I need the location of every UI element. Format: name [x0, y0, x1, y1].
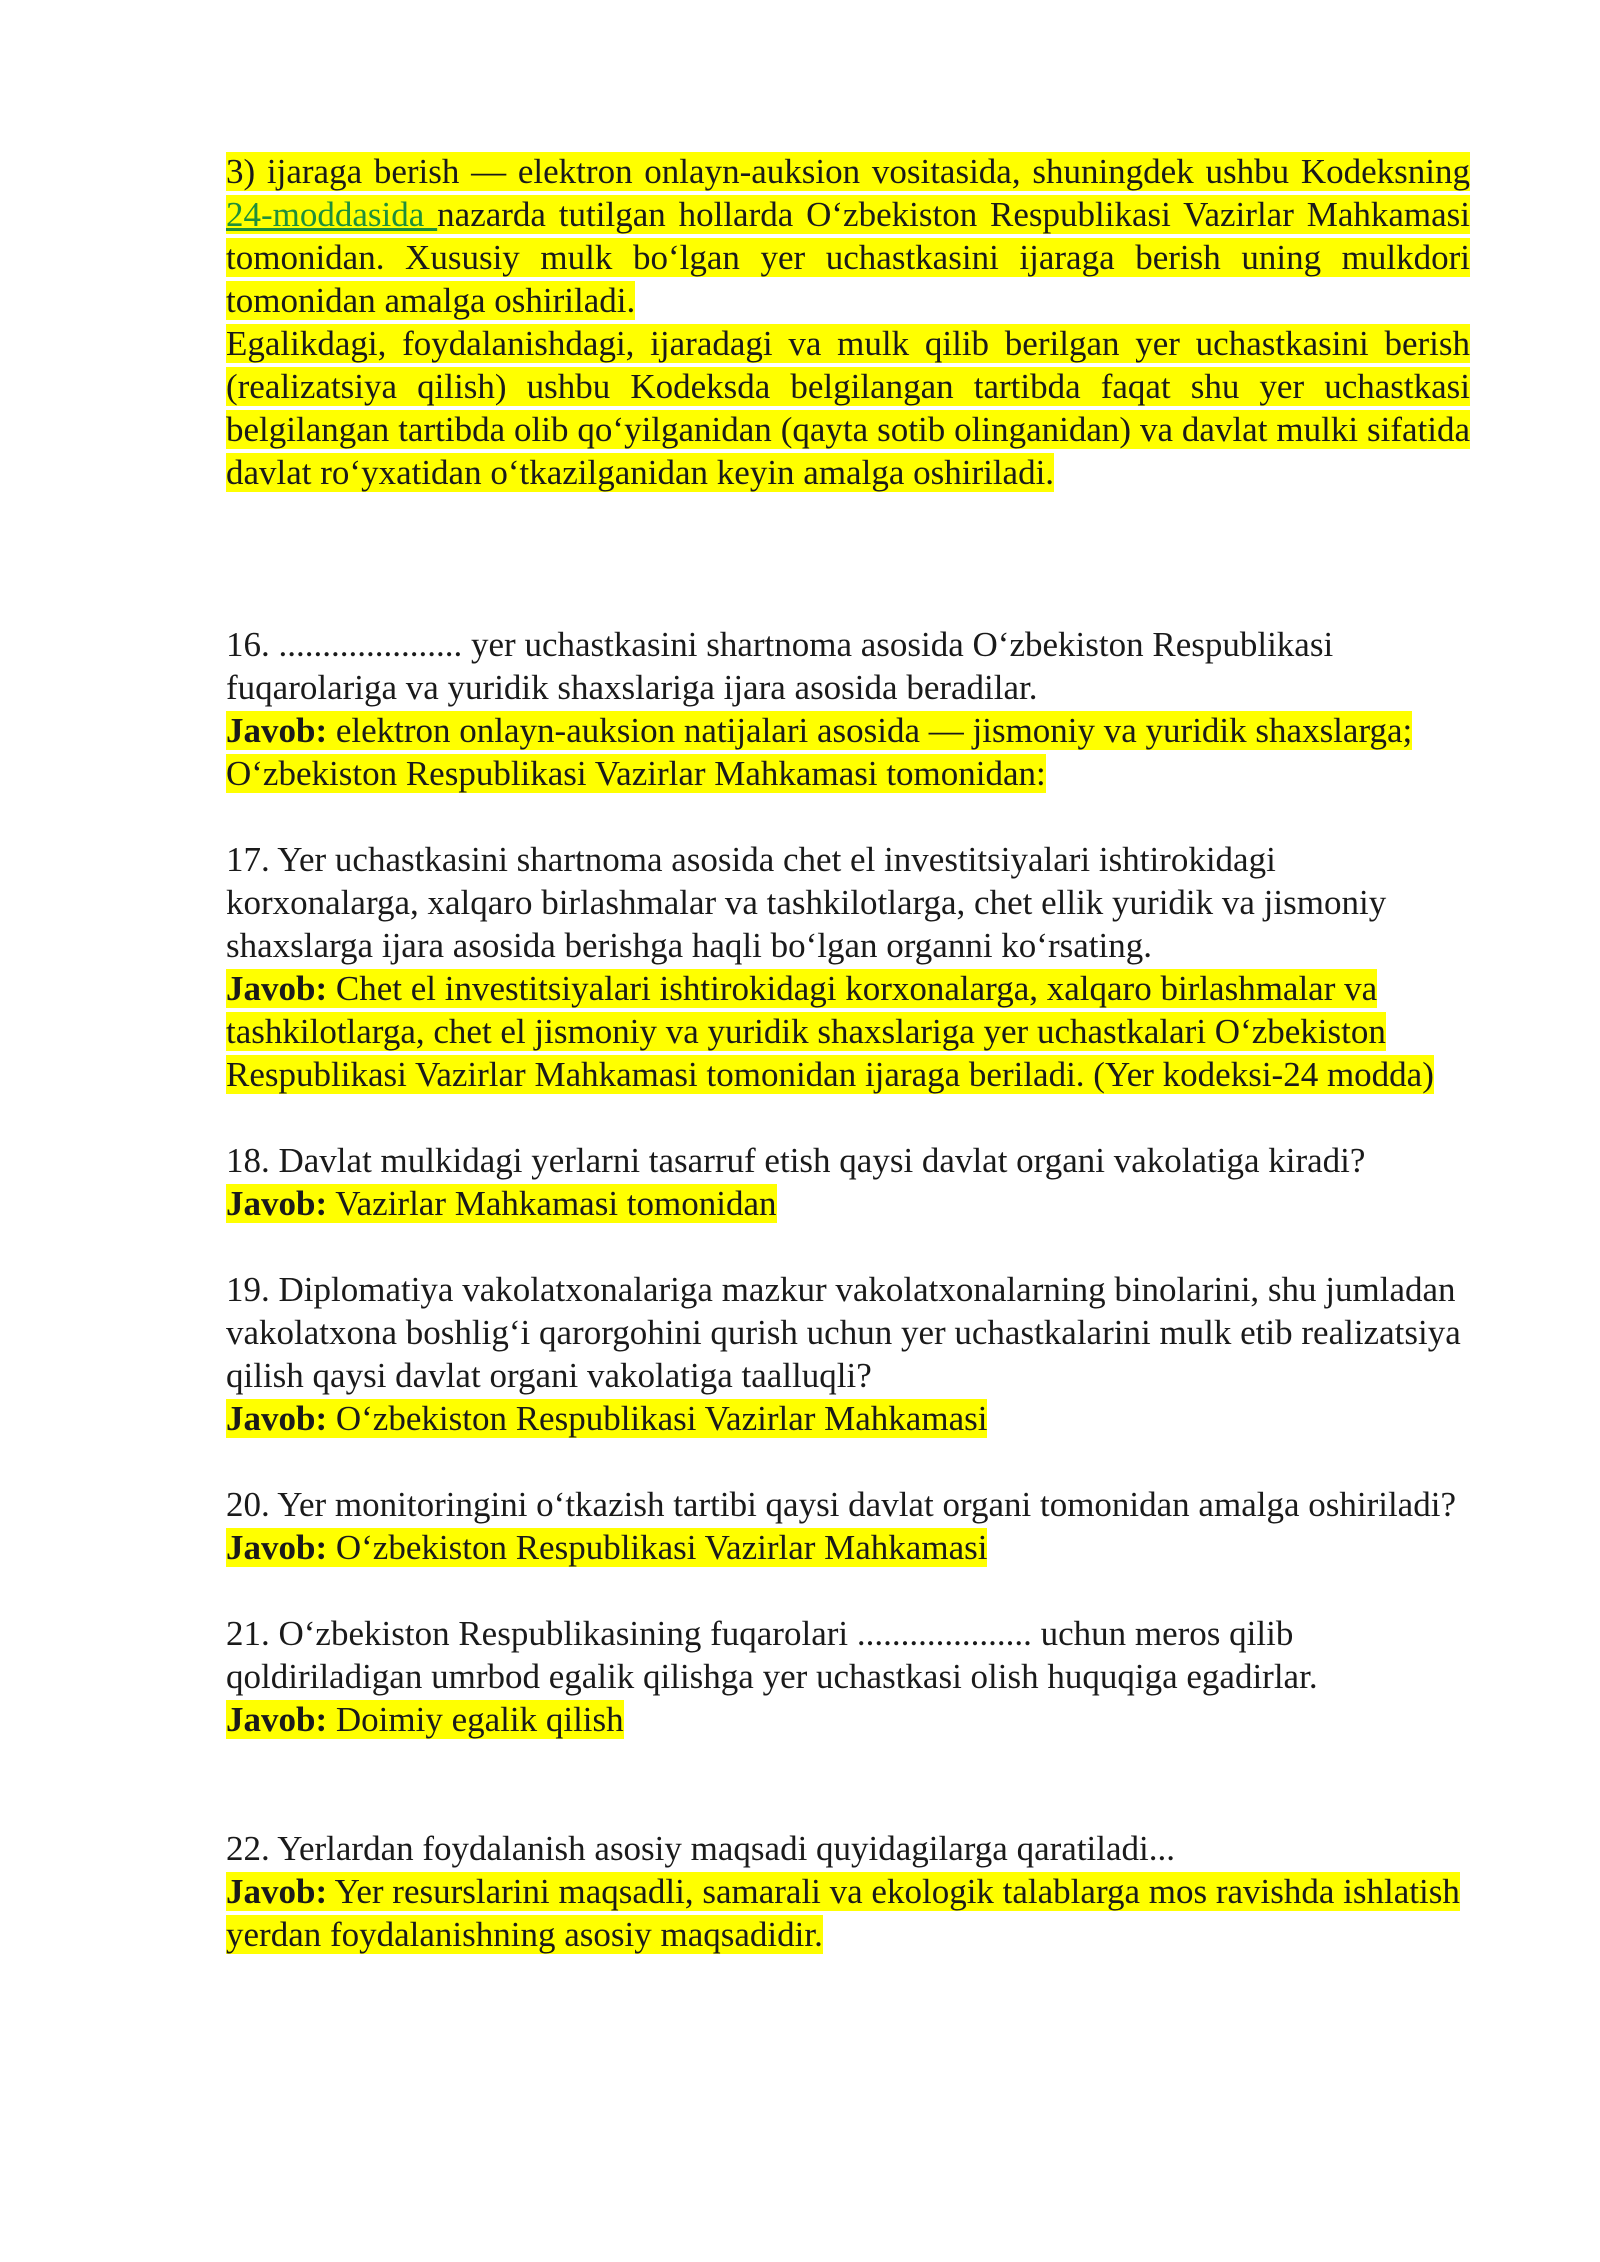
- answer-label: Javob:: [226, 1399, 328, 1438]
- answer-label: Javob:: [226, 711, 328, 750]
- answer-16: [226, 709, 1470, 752]
- spacer: [226, 795, 1470, 838]
- question-20: 20. Yer monitoringini o‘tkazish tartibi qaysi davlat organi tomonidan amalga oshiriladi?: [226, 1485, 1456, 1524]
- spacer: [226, 1440, 1470, 1483]
- answer-19: [226, 1397, 1470, 1440]
- answer-22: [226, 1870, 1470, 1956]
- answer-17-text: Chet el investitsiyalari ishtirokidagi korxonalarga, xalqaro birlashmalar va tashkilotlarga, chet el jismoniy va yuridik shaxslariga yer uchastkalari O‘zbekiston Respublikasi Vazirlar Mahkamasi tomonidan ijaraga beriladi. (Yer kodeksi-24 modda): [226, 969, 1434, 1094]
- answer-17: [226, 967, 1470, 1096]
- answer-label: Javob:: [226, 1184, 328, 1223]
- answer-21: [226, 1698, 1470, 1741]
- answer-label: Javob:: [226, 1700, 328, 1739]
- answer-18: [226, 1182, 1470, 1225]
- question-21: 21. O‘zbekiston Respublikasining fuqarolari .................... uchun meros qilib qoldiriladigan umrbod egalik qilishga yer uchastkasi olish huquqiga egadirlar.: [226, 1614, 1318, 1696]
- answer-18-text: Vazirlar Mahkamasi tomonidan: [327, 1184, 777, 1223]
- intro-highlight-1: [226, 152, 1470, 320]
- question-19: 19. Diplomatiya vakolatxonalariga mazkur vakolatxonalarning binolarini, shu jumladan vakolatxona boshlig‘i qarorgohini qurish uchun yer uchastkalarini mulk etib realizatsiya qilish qaysi davlat organi vakolatiga taalluqli?: [226, 1270, 1461, 1395]
- answer-label: Javob:: [226, 969, 328, 1008]
- intro-paragraph-1: [226, 150, 1470, 322]
- spacer: [226, 1096, 1470, 1139]
- spacer: [226, 1741, 1470, 1827]
- answer-17-highlight: [226, 969, 1434, 1094]
- answer-label: Javob:: [226, 1872, 328, 1911]
- answer-16-extra: [226, 752, 1470, 795]
- answer-16-highlight: [226, 711, 1412, 750]
- question-16: 16. ..................... yer uchastkasini shartnoma asosida O‘zbekiston Respublikasi fuqarolariga va yuridik shaxslariga ijara asosida beradilar.: [226, 625, 1334, 707]
- answer-16-extra-highlight: O‘zbekiston Respublikasi Vazirlar Mahkamasi tomonidan:: [226, 754, 1046, 793]
- article-24-link[interactable]: 24-moddasida: [226, 195, 438, 234]
- answer-label: Javob:: [226, 1528, 328, 1567]
- intro-paragraph-2: [226, 322, 1470, 494]
- question-18: 18. Davlat mulkidagi yerlarni tasarruf etish qaysi davlat organi vakolatiga kiradi?: [226, 1141, 1366, 1180]
- answer-22-highlight: [226, 1872, 1460, 1954]
- intro-text-after-link: nazarda tutilgan hollarda O‘zbekiston Respublikasi Vazirlar Mahkamasi tomonidan. Xususiy mulk bo‘lgan yer uchastkasini ijaraga berish uning mulkdori tomonidan amalga oshiriladi.: [226, 195, 1471, 320]
- answer-18-highlight: [226, 1184, 777, 1223]
- answer-20-highlight: [226, 1528, 987, 1567]
- answer-21-highlight: [226, 1700, 624, 1739]
- intro-text-before-link: 3) ijaraga berish — elektron onlayn-auksion vositasida, shuningdek ushbu Kodeksning: [226, 152, 1470, 191]
- answer-22-text: Yer resurslarini maqsadli, samarali va ekologik talablarga mos ravishda ishlatish yerdan foydalanishning asosiy maqsadidir.: [226, 1872, 1460, 1954]
- answer-19-highlight: [226, 1399, 987, 1438]
- answer-16-text: elektron onlayn-auksion natijalari asosida — jismoniy va yuridik shaxslarga;: [327, 711, 1413, 750]
- answer-21-text: Doimiy egalik qilish: [327, 1700, 624, 1739]
- spacer: [226, 1225, 1470, 1268]
- question-17: 17. Yer uchastkasini shartnoma asosida chet el investitsiyalari ishtirokidagi korxonalarga, xalqaro birlashmalar va tashkilotlarga, chet ellik yuridik va jismoniy shaxslarga ijara asosida berishga haqli bo‘lgan organni ko‘rsating.: [226, 840, 1387, 965]
- intro-highlight-2: Egalikdagi, foydalanishdagi, ijaradagi va mulk qilib berilgan yer uchastkasini berish (realizatsiya qilish) ushbu Kodeksda belgilangan tartibda faqat shu yer uchastkasi belgilangan tartibda olib qo‘yilganidan (qayta sotib olinganidan) va davlat mulki sifatida davlat ro‘yxatidan o‘tkazilganidan keyin amalga oshiriladi.: [226, 324, 1470, 492]
- answer-19-text: O‘zbekiston Respublikasi Vazirlar Mahkamasi: [327, 1399, 988, 1438]
- question-22: 22. Yerlardan foydalanish asosiy maqsadi quyidagilarga qaratiladi...: [226, 1829, 1175, 1868]
- spacer: [226, 494, 1470, 623]
- document-page: [226, 150, 1470, 1956]
- answer-20: [226, 1526, 1470, 1569]
- spacer: [226, 1569, 1470, 1612]
- answer-20-text: O‘zbekiston Respublikasi Vazirlar Mahkamasi: [327, 1528, 988, 1567]
